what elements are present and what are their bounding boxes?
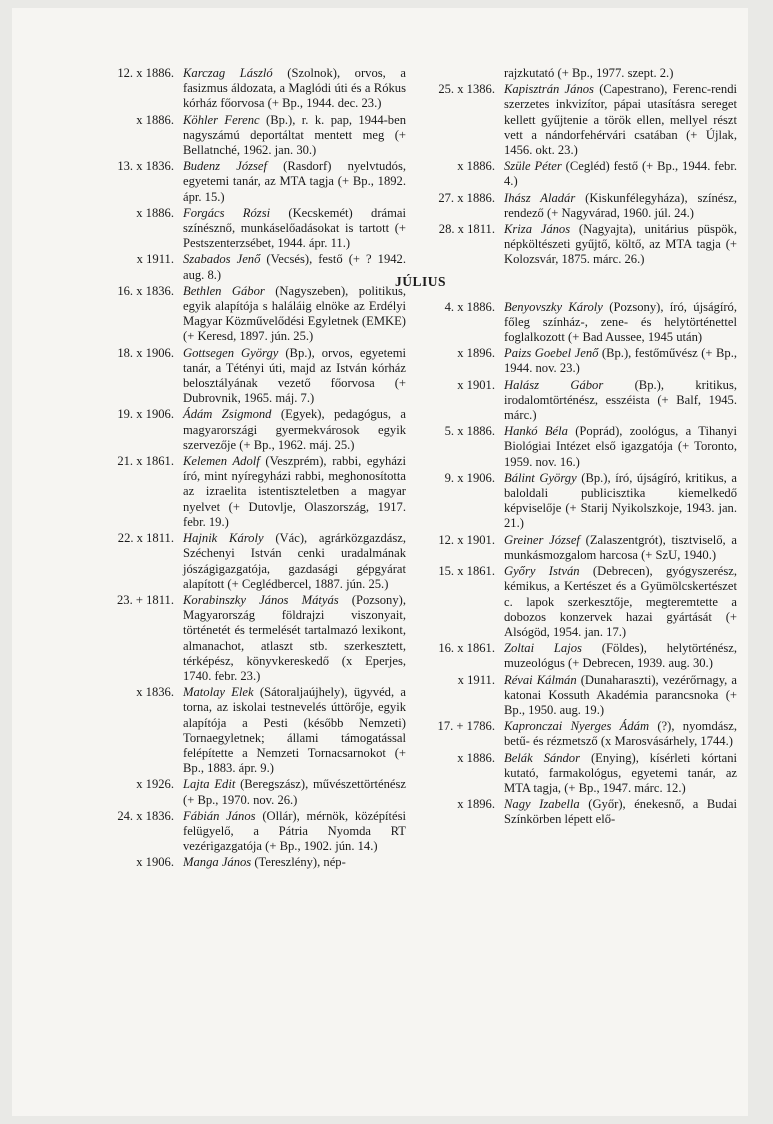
entry xyxy=(86,159,406,205)
person-name: Szabados Jenő xyxy=(183,252,261,267)
entry-date: 5. x 1886. xyxy=(444,424,495,439)
entry xyxy=(417,159,737,189)
entry-text xyxy=(504,673,737,719)
entry-date: x 1896. xyxy=(457,797,495,812)
entry-description: (Kecskemét) drámai színésznő, munkáselőadásokat is tartott (+ Pestszenterzsébet, 1944. ápr. 11.) xyxy=(183,205,406,251)
entry-text xyxy=(504,751,737,797)
person-name: Ádám Zsigmond xyxy=(183,407,272,422)
entry-text xyxy=(183,252,406,282)
entry-date: x 1901. xyxy=(457,377,495,392)
entry-text xyxy=(504,66,737,81)
entry xyxy=(417,719,737,749)
person-name: Ihász Aladár xyxy=(504,190,576,205)
entry-description: (Földes), helytörténész, muzeológus (+ Debrecen, 1939. aug. 30.) xyxy=(504,641,737,671)
entry-date: 16. x 1836. xyxy=(117,283,174,298)
entry-text xyxy=(183,284,406,345)
entry xyxy=(417,641,737,671)
entry xyxy=(86,284,406,345)
entry xyxy=(86,809,406,855)
entry-date: 9. x 1906. xyxy=(444,470,495,485)
entry xyxy=(86,113,406,159)
person-name: Szüle Péter xyxy=(504,159,562,174)
person-name: Bálint György xyxy=(504,470,577,485)
person-name: Forgács Rózsi xyxy=(183,205,271,220)
entry-text xyxy=(183,206,406,252)
left-column xyxy=(86,66,406,872)
entry-date: 17. + 1786. xyxy=(437,719,495,734)
document-page xyxy=(12,8,748,1116)
entry-description: (Kiskunfélegyháza), színész, rendező (+ Nagyvárad, 1960. júl. 24.) xyxy=(504,190,738,220)
entry-date: 4. x 1886. xyxy=(444,299,495,314)
person-name: Halász Gábor xyxy=(504,377,604,392)
entry xyxy=(86,66,406,112)
entry-description: (Zalaszentgrót), tisztviselő, a munkásmozgalom harcosa (+ SzU, 1940.) xyxy=(504,532,737,562)
entry xyxy=(86,777,406,807)
entry xyxy=(417,66,737,81)
entry xyxy=(86,252,406,282)
person-name: Budenz József xyxy=(183,159,268,174)
entry-date: x 1926. xyxy=(136,777,174,792)
entry-text xyxy=(183,531,406,592)
entry-description: (Veszprém), rabbi, egyházi író, mint nyíregyházi rabbi, meghonosította az izraelita istentiszteletben a magyar nyelvet (+ Dutovlje, Olaszország, 1917. febr. 19.) xyxy=(183,454,406,529)
entry xyxy=(417,751,737,797)
entry-text xyxy=(183,66,406,112)
entry-text xyxy=(504,82,737,158)
person-name: Benyovszky Károly xyxy=(504,299,603,314)
entry-text xyxy=(504,300,737,346)
entry-text xyxy=(183,346,406,407)
entry-description: (Pozsony), Magyarország földrajzi viszonyait, történetét és termelését tartalmazó lexikont, almanachot, atlaszt stb. szerkesztett, térképész, könyvkereskedő (x Eperjes, 1740. febr. 23.) xyxy=(183,592,406,683)
entry-text xyxy=(183,809,406,855)
entry xyxy=(417,471,737,532)
entry xyxy=(417,424,737,470)
person-name: Lajta Edit xyxy=(183,777,236,792)
entry-description: rajzkutató (+ Bp., 1977. szept. 2.) xyxy=(504,66,674,80)
person-name: Manga János xyxy=(183,855,252,870)
entry-description: (Győr), énekesnő, a Budai Színkörben lépett elő- xyxy=(504,797,737,827)
entry xyxy=(417,673,737,719)
entry-description: (Egyek), pedagógus, a magyarországi gyermekvárosok egyik szervezője (+ Bp., 1962. máj. 25.) xyxy=(183,407,407,452)
entry-description: (Szolnok), orvos, a fasizmus áldozata, a Maglódi úti és a Rókus kórház főorvosa (+ Bp., 1944. dec. 23.) xyxy=(183,66,406,111)
entry-description: (Bp.), festőművész (+ Bp., 1944. nov. 23.) xyxy=(504,346,738,376)
entry xyxy=(86,531,406,592)
entry xyxy=(417,191,737,221)
entry xyxy=(86,855,406,870)
person-name: Kapisztrán János xyxy=(504,82,594,97)
entry-description: (Debrecen), gyógyszerész, kémikus, a Kertészet és a Gyümölcskertészet c. lapok szerkesztője, megteremtette a dobozos konzervek hazai gyártását (+ Alsógöd, 1954. jan. 17.) xyxy=(504,564,737,639)
entry-date: 22. x 1811. xyxy=(117,531,174,546)
person-name: Matolay Elek xyxy=(183,685,254,700)
entry-date: x 1896. xyxy=(457,346,495,361)
entry-text xyxy=(504,564,737,640)
entry-date: 24. x 1836. xyxy=(117,808,174,823)
entry-description: (Cegléd) festő (+ Bp., 1944. febr. 4.) xyxy=(504,159,737,189)
entry-description: (Sátoraljaújhely), ügyvéd, a torna, az iskolai testnevelés úttörője, egyik alapítója a Pesti (később Nemzeti) Tornaegyletnek; állami támogatással felépítette a Nemzeti Tornacsarnokot (+ Bp., 1883. ápr. 9.) xyxy=(183,685,406,776)
entry-text xyxy=(504,222,737,268)
entry-text xyxy=(504,533,737,563)
entry-description: (Beregszász), művészettörténész (+ Bp., 1970. nov. 26.) xyxy=(183,777,406,807)
entry-date xyxy=(417,66,504,81)
entry-description: (Capestrano), Ferenc-rendi szerzetes inkvizítor, pápai utasításra sereget kellett gyűjtenie a török ellen, mellyel részt vett a nándorfehérvári csatában (+ Újlak, 1456. okt. 23.) xyxy=(504,82,737,158)
entry-date: x 1886. xyxy=(457,750,495,765)
entry-date: x 1886. xyxy=(457,159,495,174)
entry-date: x 1886. xyxy=(136,205,174,220)
entry-date: 27. x 1886. xyxy=(438,190,495,205)
entry-date: x 1886. xyxy=(136,112,174,127)
entry xyxy=(86,593,406,684)
entry-text xyxy=(504,641,737,671)
entry-text xyxy=(183,855,406,870)
entry xyxy=(417,378,737,424)
entry-date: 15. x 1861. xyxy=(438,564,495,579)
entry-description: (Enying), kísérleti kórtani kutató, farmakológus, egyetemi tanár, az MTA tagja, (+ Bp., 1947. márc. 12.) xyxy=(504,750,737,795)
entry-text xyxy=(504,424,737,470)
entry-description: (Tereszlény), nép- xyxy=(251,855,346,870)
person-name: Révai Kálmán xyxy=(504,672,577,687)
entry xyxy=(417,533,737,563)
entry-text xyxy=(504,191,737,221)
entry xyxy=(86,407,406,453)
entry-date: 19. x 1906. xyxy=(117,407,174,422)
entry-text xyxy=(183,593,406,684)
entry-text xyxy=(504,159,737,189)
entry xyxy=(417,797,737,827)
person-name: Kriza János xyxy=(504,222,571,237)
entry-description: (Dunaharaszti), vezérőrnagy, a katonai Kossuth Akadémia parancsnoka (+ Bp., 1950. aug. 19.) xyxy=(504,672,737,717)
person-name: Paizs Goebel Jenő xyxy=(504,346,599,361)
person-name: Győry István xyxy=(504,564,580,579)
person-name: Karczag László xyxy=(183,66,273,80)
person-name: Zoltai Lajos xyxy=(504,641,582,656)
entry xyxy=(417,564,737,640)
entry-text xyxy=(504,346,737,376)
person-name: Bethlen Gábor xyxy=(183,283,265,298)
entry xyxy=(417,222,737,268)
entry-date: 28. x 1811. xyxy=(438,222,495,237)
entry-date: x 1906. xyxy=(136,855,174,870)
entry-date: x 1911. xyxy=(136,252,174,267)
person-name: Korabinszky János Mátyás xyxy=(183,592,339,607)
entry-text xyxy=(183,159,406,205)
right-column-top xyxy=(417,66,737,268)
person-name: Gottsegen György xyxy=(183,345,279,360)
entry-date: 12. x 1901. xyxy=(438,532,495,547)
entry-text xyxy=(504,719,737,749)
entry-description: (Vecsés), festő (+ ? 1942. aug. 8.) xyxy=(183,252,407,282)
person-name: Kelemen Adolf xyxy=(183,454,260,469)
entry-description: (Bp.), kritikus, irodalomtörténész, esszéista (+ Balf, 1945. márc.) xyxy=(504,377,737,423)
entry-description: (Nagyajta), unitárius püspök, népköltészeti gyűjtő, költő, az MTA tagja (+ Kolozsvár, 1875. márc. 26.) xyxy=(504,222,737,267)
month-heading: JÚLIUS xyxy=(395,273,447,289)
person-name: Kapronczai Nyerges Ádám xyxy=(504,719,650,734)
entry-date: 12. x 1886. xyxy=(117,66,174,80)
entry-description: (Bp.), r. k. pap, 1944-ben nagyszámú deportáltat mentett meg (+ Bellatnché, 1962. jan. 30.) xyxy=(183,112,406,158)
entry-text xyxy=(183,777,406,807)
entry-description: (Pozsony), író, újságíró, főleg színház-, zene- és helytörténettel foglalkozott (+ Bad Aussee, 1945 után) xyxy=(504,299,738,345)
entry-description: (Poprád), zoológus, a Tihanyi Biológiai Intézet első igazgatója (+ Toronto, 1959. nov. 16.) xyxy=(504,424,737,469)
entry-date: x 1911. xyxy=(457,672,495,687)
person-name: Nagy Izabella xyxy=(504,797,580,812)
entry xyxy=(86,346,406,407)
entry-text xyxy=(183,685,406,776)
entry-description: (Nagyszeben), politikus, egyik alapítója s haláláig elnöke az Erdélyi Magyar Közművelődési Egyletnek (EMKE) (+ Keresd, 1897. jún. 25.) xyxy=(183,283,406,344)
entry-date: x 1836. xyxy=(136,685,174,700)
entry-description: (Bp.), orvos, egyetemi tanár, a Tétényi úti, majd az István kórház belosztályának vezető főorvosa (+ Dubrovnik, 1965. máj. 7.) xyxy=(183,345,406,406)
entry-text xyxy=(504,797,737,827)
entry-date: 23. + 1811. xyxy=(116,592,174,607)
person-name: Hajnik Károly xyxy=(183,531,264,546)
entry-description: (?), nyomdász, betű- és rézmetsző (x Marosvásárhely, 1744.) xyxy=(504,719,737,749)
entry-text xyxy=(183,407,406,453)
entry-date: 21. x 1861. xyxy=(117,454,174,469)
entry-description: (Vác), agrárközgazdász, Széchenyi István cenki uradalmának jószágigazgatója, gazdasági gépgyárat alapított (+ Ceglédbercel, 1887. jún. 25.) xyxy=(183,531,406,591)
person-name: Köhler Ferenc xyxy=(183,112,260,127)
entry xyxy=(417,82,737,158)
entry xyxy=(86,206,406,252)
entry-text xyxy=(183,454,406,530)
right-column-bottom xyxy=(417,300,737,828)
entry-description: (Ollár), mérnök, középítési felügyelő, a Pátria Nyomda RT vezérigazgatója (+ Bp., 1902. jún. 14.) xyxy=(183,808,406,854)
person-name: Fábián János xyxy=(183,808,256,823)
entry xyxy=(86,685,406,776)
entry xyxy=(86,454,406,530)
entry-text xyxy=(504,378,737,424)
entry-date: 18. x 1906. xyxy=(117,345,174,360)
entry-date: 13. x 1836. xyxy=(117,159,174,174)
entry-text xyxy=(504,471,737,532)
person-name: Greiner József xyxy=(504,532,580,547)
entry-date: 16. x 1861. xyxy=(438,641,495,656)
entry-date: 25. x 1386. xyxy=(438,82,495,97)
right-column xyxy=(395,66,738,829)
person-name: Belák Sándor xyxy=(504,750,580,765)
entry-description: (Rasdorf) nyelvtudós, egyetemi tanár, az MTA tagja (+ Bp., 1892. ápr. 15.) xyxy=(183,159,407,204)
entry-description: (Bp.), író, újságíró, kritikus, a baloldali publicisztika kiemelkedő képviselője (+ Starij Nyikolszkoje, 1943. jan. 21.) xyxy=(504,470,737,531)
person-name: Hankó Béla xyxy=(504,424,568,439)
entry xyxy=(417,300,737,346)
entry xyxy=(417,346,737,376)
entry-text xyxy=(183,113,406,159)
